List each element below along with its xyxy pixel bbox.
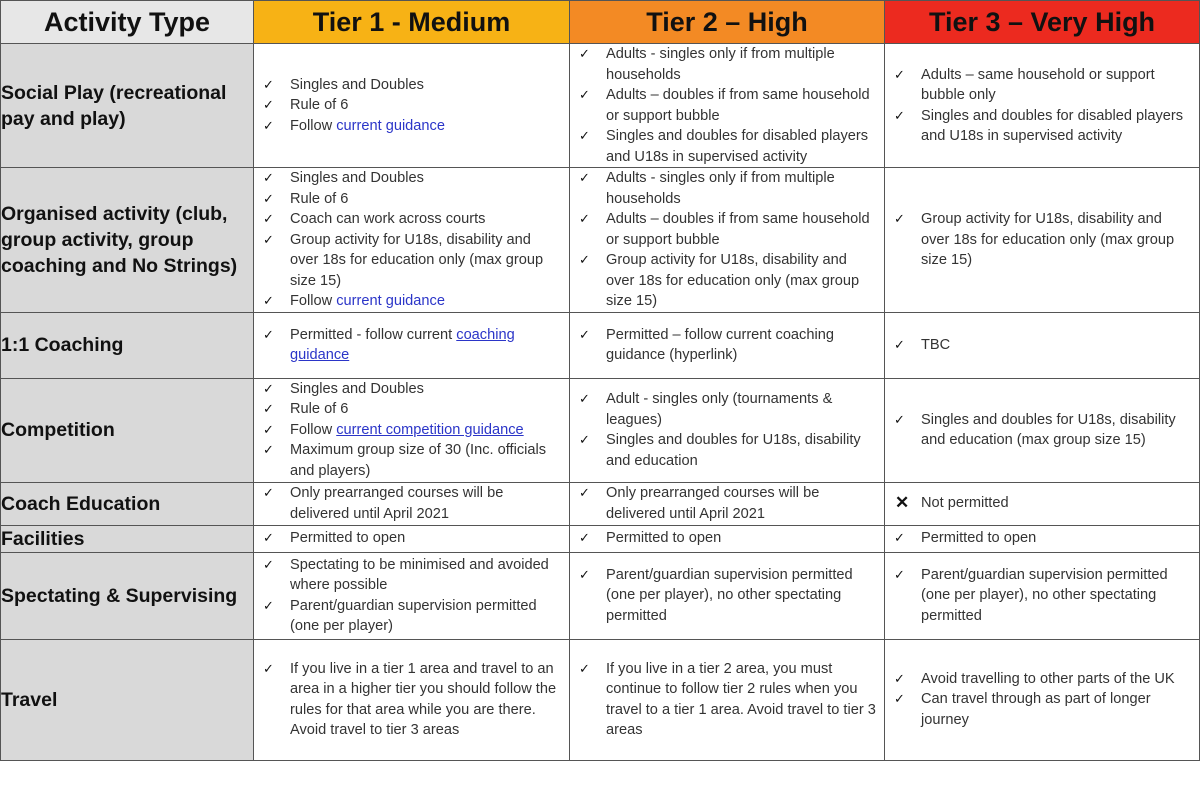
check-icon: ✓ <box>263 190 274 206</box>
check-icon: ✓ <box>894 66 905 82</box>
list-item: ✓ Group activity for U18s, disability and over 18s for education only (max group size 15) <box>894 211 1175 268</box>
tier1-spectating <box>254 552 570 639</box>
activity-spectating: Spectating & Supervising <box>1 552 254 639</box>
check-icon: ✓ <box>263 660 274 676</box>
check-icon: ✓ <box>579 87 590 102</box>
list-item: ✓ Adults - singles only if from multiple households <box>579 46 835 83</box>
list-item: ✓ Singles and doubles for disabled players and U18s in supervised activity <box>894 107 1184 144</box>
check-icon: ✓ <box>263 485 274 500</box>
coaching-guidance-link[interactable]: coaching guidance <box>290 326 515 363</box>
list-item: ✓ TBC <box>891 335 1191 356</box>
list-item: ✓ Permitted – follow current coaching guidance (hyperlink) <box>579 326 834 363</box>
check-icon: ✓ <box>263 401 274 417</box>
table-row <box>1 639 1200 760</box>
activity-coach-education: Coach Education <box>1 482 254 525</box>
check-icon: ✓ <box>894 211 905 226</box>
check-icon: ✓ <box>263 421 274 437</box>
table-row <box>1 525 1200 552</box>
list-item: ✓ Spectating to be minimised and avoided where possible <box>263 556 549 593</box>
check-icon: ✓ <box>263 380 274 396</box>
list-item: ✓ Adults – same household or support bubble only <box>894 66 1155 103</box>
list-item: ✓ Parent/guardian supervision permitted (one per player), no other spectating permitted <box>894 566 1168 624</box>
current-guidance-link[interactable]: current guidance <box>336 117 445 134</box>
check-icon: ✓ <box>579 485 590 500</box>
activity-coaching: 1:1 Coaching <box>1 312 254 378</box>
list-item: ✓ Maximum group size of 30 (Inc. officials and players) <box>263 442 547 479</box>
list-item: ✓ Can travel through as part of longer journey <box>894 691 1151 728</box>
check-icon: ✓ <box>263 293 274 308</box>
list-item: ✓ Singles and Doubles <box>260 168 561 189</box>
list-item: ✓ Adults – doubles if from same household or support bubble <box>579 87 870 124</box>
table-row <box>1 552 1200 639</box>
check-icon: ✓ <box>263 231 274 247</box>
competition-guidance-link[interactable]: current competition guidance <box>336 421 524 438</box>
list-item: ✓ Permitted to open <box>576 528 876 549</box>
list-item: ✓ Follow current guidance <box>260 116 561 137</box>
check-icon: ✓ <box>579 432 590 447</box>
list-item: ✓ Group activity for U18s, disability and over 18s for education only (max group size 15) <box>263 231 544 289</box>
check-icon: ✓ <box>894 691 905 707</box>
list-item: ✓ Permitted - follow current coaching guidance <box>263 326 515 363</box>
list-item: ✕ Not permitted <box>895 493 1009 513</box>
header-row <box>1 1 1200 44</box>
list-item: ✓ Permitted to open <box>260 528 561 549</box>
check-icon: ✓ <box>579 660 590 676</box>
check-icon: ✓ <box>894 530 905 546</box>
check-icon: ✓ <box>579 326 590 342</box>
tier2-spectating <box>570 552 885 639</box>
check-icon: ✓ <box>579 391 590 406</box>
current-guidance-link[interactable]: current guidance <box>336 293 445 309</box>
list-item: ✓ Adults - singles only if from multiple households <box>579 170 835 207</box>
list-item: ✓ Singles and doubles for U18s, disability and education (max group size 15) <box>894 411 1176 448</box>
activity-travel: Travel <box>1 639 254 760</box>
table-row <box>1 312 1200 378</box>
cross-icon: ✕ <box>895 493 910 513</box>
tier3-facilities <box>885 525 1200 552</box>
list-item: ✓ Adult - singles only (tournaments & leagues) <box>579 391 833 428</box>
check-icon: ✓ <box>263 117 274 133</box>
table-row <box>1 482 1200 525</box>
check-icon: ✓ <box>894 566 905 582</box>
check-icon: ✓ <box>579 252 590 267</box>
tier2-social-play <box>570 44 885 168</box>
check-icon: ✓ <box>263 326 274 342</box>
tier2-facilities <box>570 525 885 552</box>
check-icon: ✓ <box>263 556 274 572</box>
list-item: ✓ Rule of 6 <box>260 189 561 210</box>
check-icon: ✓ <box>263 76 274 92</box>
activity-social-play: Social Play (recreational pay and play) <box>1 44 254 168</box>
list-item: ✓ If you live in a tier 1 area and travel to an area in a higher tier you should follow the rules for that area while you are there. Avoid travel to tier 3 areas <box>263 660 557 738</box>
list-item: ✓ Rule of 6 <box>260 95 561 116</box>
list-item: ✓ Avoid travelling to other parts of the UK <box>891 669 1191 690</box>
tier3-travel <box>885 639 1200 760</box>
check-icon: ✓ <box>579 530 590 546</box>
list-item: ✓ Only prearranged courses will be delivered until April 2021 <box>263 485 504 522</box>
tier1-travel <box>254 639 570 760</box>
list-item: ✓ If you live in a tier 2 area, you must continue to follow tier 2 rules when you travel to a tier 1 area. Avoid travel to tier 3 areas <box>579 660 876 738</box>
tier3-competition <box>885 378 1200 482</box>
list-item: ✓ Coach can work across courts <box>260 209 561 230</box>
check-icon: ✓ <box>263 597 274 613</box>
check-icon: ✓ <box>894 670 905 686</box>
tier3-social-play <box>885 44 1200 168</box>
check-icon: ✓ <box>894 411 905 427</box>
check-icon: ✓ <box>579 170 590 185</box>
activity-facilities: Facilities <box>1 525 254 552</box>
check-icon: ✓ <box>579 46 590 61</box>
tier3-coach-education <box>885 482 1200 525</box>
list-item: ✓ Adults – doubles if from same household or support bubble <box>579 211 870 248</box>
tier2-travel <box>570 639 885 760</box>
tier2-organised <box>570 168 885 313</box>
list-item: ✓ Group activity for U18s, disability and over 18s for education only (max group size 15) <box>579 252 860 309</box>
tier2-coaching <box>570 312 885 378</box>
tier1-social-play <box>254 44 570 168</box>
check-icon: ✓ <box>263 97 274 113</box>
tier1-coaching <box>254 312 570 378</box>
tier3-organised <box>885 168 1200 313</box>
list-item: ✓ Parent/guardian supervision permitted (one per player), no other spectating permitted <box>579 566 853 624</box>
check-icon: ✓ <box>263 211 274 226</box>
header-activity-type: Activity Type <box>1 1 254 44</box>
tier3-coaching <box>885 312 1200 378</box>
check-icon: ✓ <box>894 107 905 123</box>
tier3-spectating <box>885 552 1200 639</box>
list-item: ✓ Only prearranged courses will be delivered until April 2021 <box>579 485 820 522</box>
header-tier-3: Tier 3 – Very High <box>885 1 1200 44</box>
check-icon: ✓ <box>894 336 905 352</box>
list-item: ✓ Singles and Doubles <box>260 75 561 96</box>
check-icon: ✓ <box>579 566 590 582</box>
activity-competition: Competition <box>1 378 254 482</box>
table-row <box>1 44 1200 168</box>
list-item: ✓ Singles and doubles for U18s, disability and education <box>579 432 861 469</box>
list-item: ✓ Permitted to open <box>891 528 1191 549</box>
check-icon: ✓ <box>579 128 590 143</box>
tier2-coach-education <box>570 482 885 525</box>
header-tier-2: Tier 2 – High <box>570 1 885 44</box>
check-icon: ✓ <box>263 170 274 185</box>
list-item: ✓ Singles and Doubles <box>260 379 561 400</box>
list-item: ✓ Follow current competition guidance <box>260 420 561 441</box>
list-item: ✓ Rule of 6 <box>260 399 561 420</box>
check-icon: ✓ <box>263 442 274 458</box>
list-item: ✓ Follow current guidance <box>260 291 561 312</box>
tier2-competition <box>570 378 885 482</box>
list-item: ✓ Singles and doubles for disabled players and U18s in supervised activity <box>579 128 869 165</box>
table-row <box>1 168 1200 313</box>
activity-organised: Organised activity (club, group activity, group coaching and No Strings) <box>1 168 254 313</box>
list-item: ✓ Parent/guardian supervision permitted (one per player) <box>263 597 537 634</box>
header-tier-1: Tier 1 - Medium <box>254 1 570 44</box>
check-icon: ✓ <box>263 530 274 546</box>
tier1-coach-education <box>254 482 570 525</box>
tier1-competition <box>254 378 570 482</box>
table-row <box>1 378 1200 482</box>
tier1-organised <box>254 168 570 313</box>
tier1-facilities <box>254 525 570 552</box>
check-icon: ✓ <box>579 211 590 226</box>
